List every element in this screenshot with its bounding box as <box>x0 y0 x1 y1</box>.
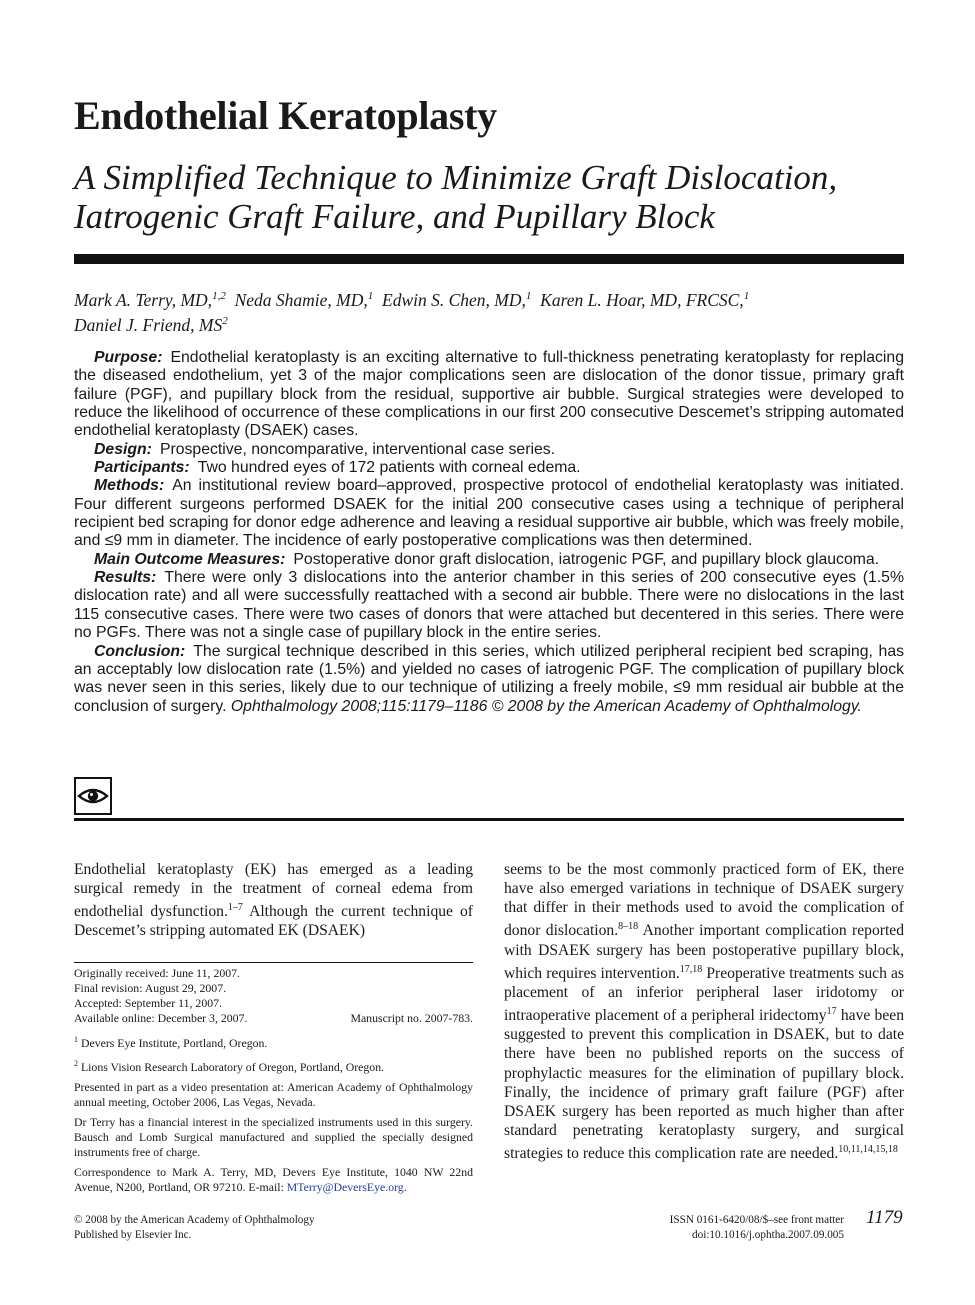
abstract-outcome: Main Outcome Measures: Postoperative donor graft dislocation, iatrogenic PGF, and pupillary block glaucoma. <box>94 550 880 568</box>
title-divider <box>74 254 904 264</box>
footnotes <box>74 966 473 1200</box>
footer-left <box>74 1213 315 1243</box>
email-link[interactable]: MTerry@DeversEye.org <box>286 1179 404 1194</box>
abstract-purpose: Purpose: Endothelial keratoplasty is an exciting alternative to full-thickness penetrating keratoplasty for replacing the diseased endothelium, yet 3 of the major complications seen are dislocation of the donor tissue, primary graft failure (PGF), and pupillary block from the residual, supportive air bubble. Surgical strategies were developed to reduce the likelihood of occurrence of these complications in our first 200 consecutive Descemet’s stripping automated endothelial keratoplasty (DSAEK) cases. <box>74 349 904 440</box>
footer-right <box>620 1213 844 1243</box>
presentation-note: Presented in part as a video presentation at: American Academy of Ophthalmology annual meeting, October 2006, Las Vegas, Nevada. <box>74 1079 473 1109</box>
correspondence: Correspondence to Mark A. Terry, MD, Devers Eye Institute, 1040 NW 22nd Avenue, N200, Portland, OR 97210. E-mail: MTerry@DeversEye.org. <box>74 1164 473 1194</box>
body-column-right <box>504 860 904 1163</box>
abstract <box>74 349 904 716</box>
issn: ISSN 0161-6420/08/$–see front matter <box>669 1214 844 1226</box>
page-number: 1179 <box>866 1207 903 1228</box>
affiliation-2: $^2$ Lions Vision Research Laboratory of Oregon, Portland, Oregon. <box>74 1058 385 1074</box>
body-paragraph: Endothelial keratoplasty (EK) has emerged as a leading surgical remedy in the treatment of corneal edema from endothelial dysfunction.$^{1-7}$ Although the current technique of Descemet’s stripping automated EK (DSAEK) <box>74 861 473 940</box>
author: Karen L. Hoar, MD, FRCSC, <box>540 289 744 310</box>
abstract-methods: Methods: An institutional review board–approved, prospective protocol of endothelial keratoplasty was initiated. Four different surgeons performed DSAEK for the initial 200 consecutive cases using a technique of peripheral recipient bed scraping for donor edge adherence and leaving a residual supportive air bubble, which was freely mobile, and ≤9 mm in diameter. The incidence of early postoperative complications was then determined. <box>74 477 904 550</box>
author: Daniel J. Friend, MS <box>74 314 223 335</box>
doi[interactable]: doi:10.1016/j.ophtha.2007.09.005 <box>692 1229 844 1241</box>
author: Neda Shamie, MD, <box>234 289 368 310</box>
received-date: Originally received: June 11, 2007. <box>74 966 240 980</box>
article-subtitle: A Simplified Technique to Minimize Graft Dislocation, Iatrogenic Graft Failure, and Pupillary Block <box>74 158 838 236</box>
publisher: Published by Elsevier Inc. <box>74 1229 192 1241</box>
article-title: Endothelial Keratoplasty <box>74 93 497 138</box>
reference-link[interactable]: 10,11,14,15,18 <box>838 1143 898 1155</box>
author-list: Mark A. Terry, MD,$^{1,2}$ Neda Shamie, MD,$^1$ Edwin S. Chen, MD,$^1$ Karen L. Hoar, MD, FRCSC,$^1$ Daniel J. Friend, $MS^2$ <box>74 289 750 335</box>
online-row <box>74 1011 473 1026</box>
abstract-design: Design: Prospective, noncomparative, interventional case series. <box>94 440 556 458</box>
abstract-participants: Participants: Two hundred eyes of 172 patients with corneal edema. <box>94 459 581 477</box>
eye-icon <box>74 777 112 815</box>
affiliation-1: $^1$ Devers Eye Institute, Portland, Oregon. <box>74 1035 268 1050</box>
citation: Ophthalmology 2008;115:1179–1186 © 2008 by the American Academy of Ophthalmology. <box>230 697 862 715</box>
abstract-results: Results: There were only 3 dislocations into the anterior chamber in this series of 200 consecutive eyes (1.5% dislocation rate) and all were successfully reattached with a second air bubble. There were no dislocations in the last 115 consecutive cases. There were two cases of donors that were attached but decentered in this series. There were no PGFs. There was not a single case of pupillary block in the entire series. <box>74 569 904 642</box>
footnote-divider <box>74 962 473 963</box>
online-date: Available online: December 3, 2007. <box>74 1011 248 1025</box>
manuscript-number: Manuscript no. 2007-783. <box>350 1011 473 1025</box>
abstract-divider <box>74 818 904 821</box>
accepted-date: Accepted: September 11, 2007. <box>74 996 222 1010</box>
financial-disclosure: Dr Terry has a financial interest in the specialized instruments used in this surgery. Bausch and Lomb Surgical manufactured and supplied the specially designed instruments free of charge. <box>74 1114 473 1159</box>
revision-date: Final revision: August 29, 2007. <box>74 981 227 995</box>
reference-link[interactable]: 17,18 <box>679 963 703 975</box>
body-paragraph: seems to be the most commonly practiced form of EK, there have also emerged variations in technique of DSAEK surgery that differ in their methods used to avoid the complication of donor dislocation.$^{8-18}$ Another important complication reported with DSAEK surgery has been postoperative pupillary block, which requires intervention.$^{17,18}$ Preoperative treatments such as placement of an inferior peripheral laser iridotomy or intraoperative placement of a peripheral iridectomy$^{17}$ have been suggested to prevent this complication in DSAEK, but to date there have been no published reports on the success of prophylactic measures for the elimination of pupillary block. Finally, the incidence of primary graft failure (PGF) after DSAEK surgery has been reported as much higher than after standard penetrating keratoplasty surgery, and surgical strategies to reduce this complication rate are needed.$^{10,11,14,15,18}$ <box>504 861 904 1163</box>
reference-link[interactable]: 1–7 <box>227 902 243 914</box>
author: Edwin S. Chen, MD, <box>382 289 526 310</box>
author: Mark A. Terry, MD, <box>74 289 213 310</box>
reference-link[interactable]: 8–18 <box>618 921 639 933</box>
reference-link[interactable]: 17 <box>826 1006 837 1018</box>
abstract-conclusion: Conclusion: The surgical technique described in this series, which utilized peripheral recipient bed scraping, has an acceptably low dislocation rate (1.5%) and yielded no cases of iatrogenic PGF. The complication of pupillary block was never seen in this series, likely due to our technique of utilizing a freely mobile, ≤9 mm residual air bubble at the conclusion of surgery. Ophthalmology 2008;115:1179–1186 © 2008 by the American Academy of Ophthalmology. <box>74 642 904 715</box>
body-column-left <box>74 860 473 941</box>
copyright: © 2008 by the American Academy of Ophthalmology <box>74 1214 315 1226</box>
